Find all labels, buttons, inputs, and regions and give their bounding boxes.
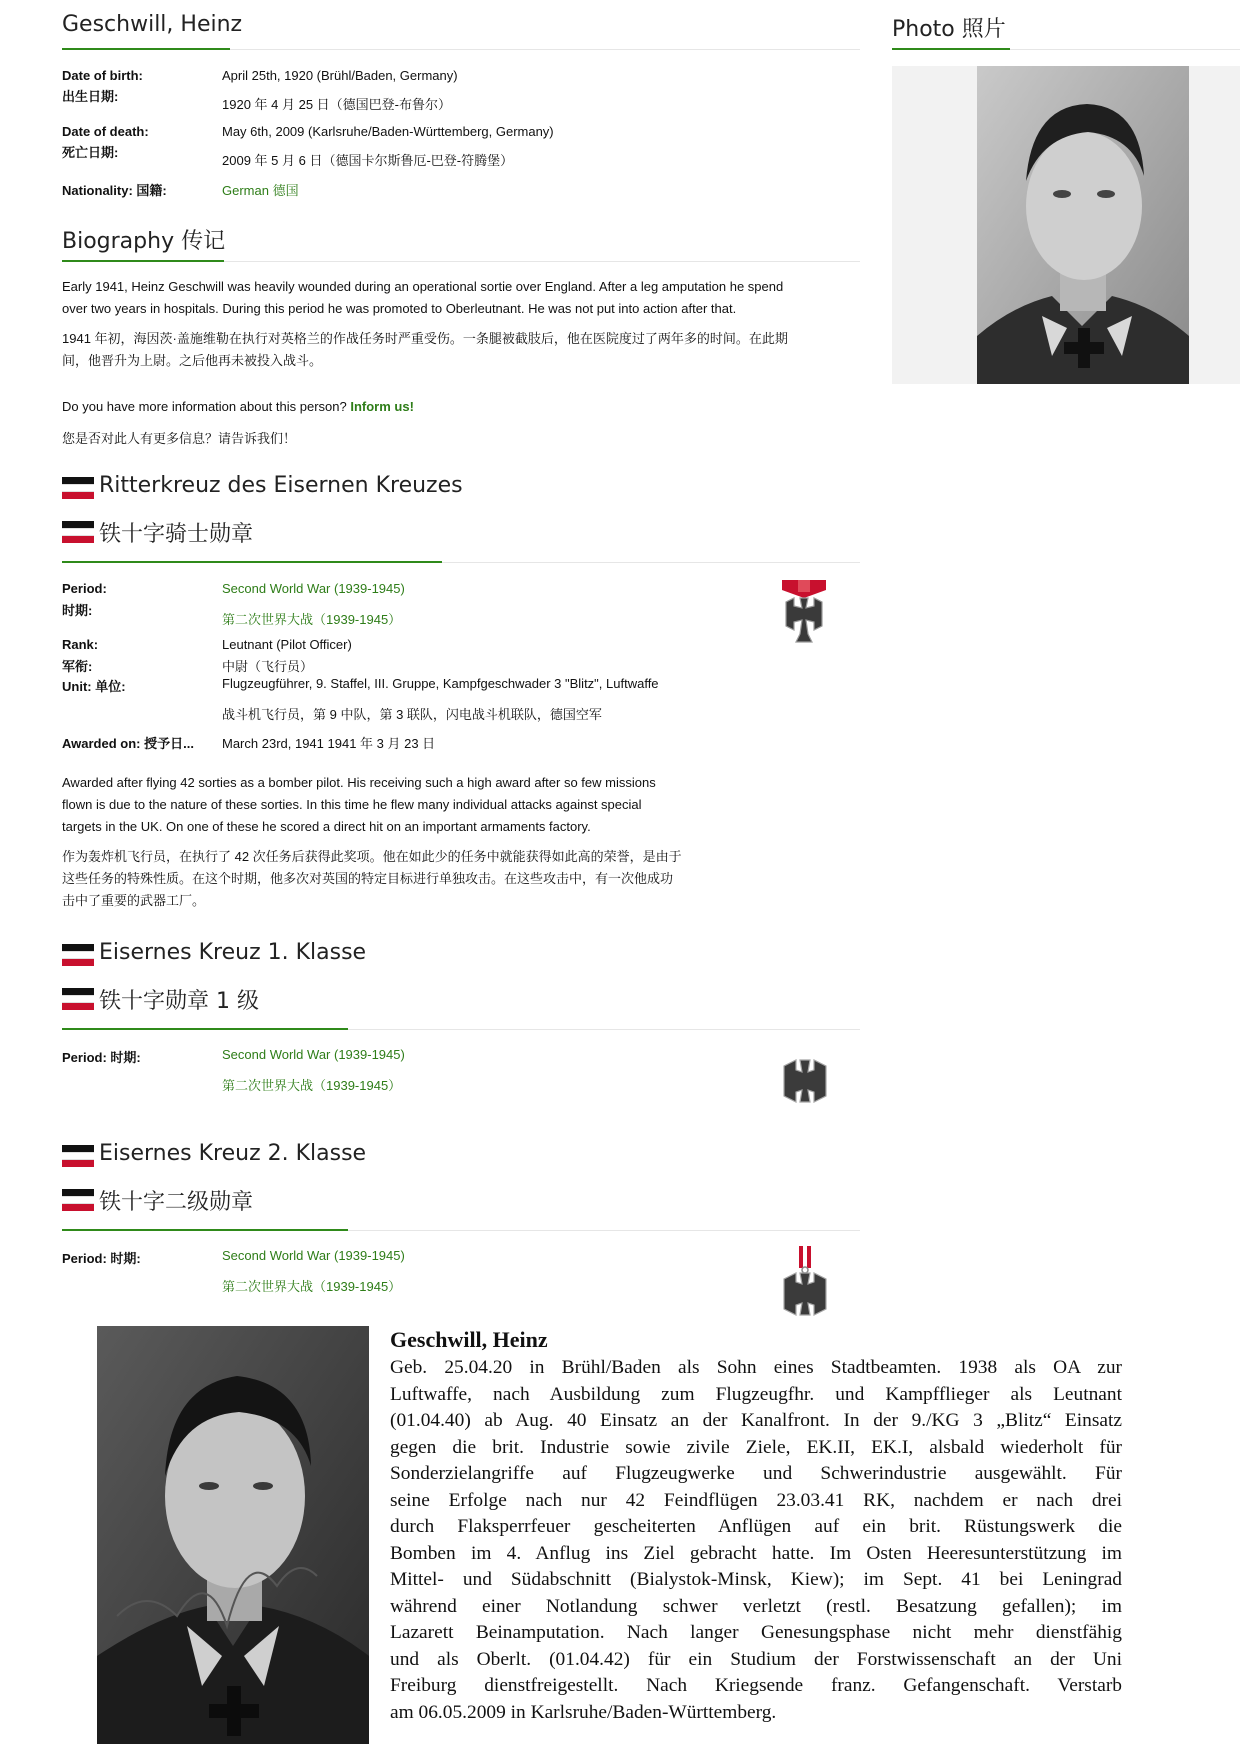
heading-underline	[62, 1028, 348, 1030]
period-value-en[interactable]: Second World War (1939-1945)	[222, 1248, 405, 1263]
biography-text-zh	[62, 328, 862, 372]
biography-title: Biography 传记	[62, 229, 226, 254]
birth-label-zh: 出生日期:	[62, 89, 119, 104]
period-value-zh[interactable]: 第二次世界大战（1939-1945）	[222, 1279, 402, 1294]
heading-underline	[62, 1229, 348, 1231]
period-value-zh[interactable]: 第二次世界大战（1939-1945）	[222, 1078, 402, 1093]
death-value-en: May 6th, 2009 (Karlsruhe/Baden-Württemberg, Germany)	[222, 124, 554, 139]
excerpt-line: gegen die brit. Industrie sowie zivile Ziele, EK.II, EK.I, alsbald wiederholt für	[390, 1436, 1122, 1458]
period-value-en[interactable]: Second World War (1939-1945)	[222, 1047, 405, 1062]
birth-value-zh: 1920 年 4 月 25 日（德国巴登-布鲁尔）	[222, 97, 451, 112]
biography-en-line: Early 1941, Heinz Geschwill was heavily wounded during an operational sortie over England. After a leg amputation he spend	[62, 279, 784, 294]
death-label-zh: 死亡日期:	[62, 145, 119, 160]
period-value-zh[interactable]: 第二次世界大战（1939-1945）	[222, 612, 402, 627]
signed-portrait-photo	[97, 1326, 369, 1744]
flag-icon	[62, 1145, 94, 1167]
heading-underline	[62, 561, 442, 563]
death-label-en: Date of death:	[62, 124, 149, 139]
biography-en-line: over two years in hospitals. During this period he was promoted to Oberleutnant. He was not put into action after that.	[62, 301, 737, 316]
awarded-value: March 23rd, 1941 1941 年 3 月 23 日	[222, 736, 436, 751]
excerpt-line: während einer Notlandung schwer verletzt (restl. Besatzung gefallen); im	[390, 1595, 1122, 1617]
award-desc-line: flown is due to the nature of these sorties. In this time he flew many individual attacks against special	[62, 797, 642, 812]
more-info-prompt	[62, 399, 414, 414]
flag-icon	[62, 521, 94, 543]
death-value-zh: 2009 年 5 月 6 日（德国卡尔斯鲁厄-巴登-符腾堡）	[222, 153, 514, 168]
excerpt-line: Luftwaffe, nach Ausbildung zum Flugzeugfhr. und Kampfflieger als Leutnant	[390, 1383, 1122, 1405]
biography-zh-line: 1941 年初，海因茨·盖施维勒在执行对英格兰的作战任务时严重受伤。一条腿被截肢后，他在医院度过了两年多的时间。在此期	[62, 331, 788, 346]
award-title-de: Eisernes Kreuz 1. Klasse	[99, 940, 367, 965]
award-title-zh: 铁十字勋章 1 级	[99, 989, 259, 1014]
more-info-zh[interactable]: 您是否对此人有更多信息？请告诉我们！	[62, 431, 297, 446]
excerpt-line: durch Flaksperrfeuer gescheiterten Anflügen auf ein brit. Rüstungswerk die	[390, 1516, 1122, 1537]
award-description-en	[62, 772, 762, 838]
biography-text-en	[62, 276, 862, 320]
birth-label-en: Date of birth:	[62, 68, 143, 83]
rank-value-zh: 中尉（飞行员）	[222, 659, 314, 674]
rank-label-zh: 军衔:	[62, 659, 93, 674]
photo-panel-title: Photo 照片	[892, 17, 1006, 42]
biography-zh-line: 间，他晋升为上尉。之后他再未被投入战斗。	[62, 353, 323, 368]
award-description-zh	[62, 846, 762, 912]
award-desc-line: Awarded after flying 42 sorties as a bomber pilot. His receiving such a high award after so few missions	[62, 775, 656, 790]
flag-icon	[62, 988, 94, 1010]
nationality-label: Nationality: 国籍:	[62, 183, 167, 198]
award-desc-line: 这些任务的特殊性质。在这个时期，他多次对英国的特定目标进行单独攻击。在这些攻击中，有一次他成功	[62, 871, 674, 886]
unit-value-zh: 战斗机飞行员，第 9 中队，第 3 联队，闪电战斗机联队，德国空军	[222, 707, 602, 722]
excerpt-line: Bomben im 4. Anflug ins Ziel gebracht hatte. Im Osten Heeresunterstützung im	[390, 1542, 1122, 1564]
flag-icon	[62, 944, 94, 966]
unit-label: Unit: 单位:	[62, 679, 126, 694]
flag-icon	[62, 1189, 94, 1211]
award-desc-line: 击中了重要的武器工厂。	[62, 893, 206, 908]
rank-label-en: Rank:	[62, 637, 99, 652]
heading-underline	[62, 260, 224, 262]
excerpt-line: Lazarett Beinamputation. Nach langer Genesungsphase nicht mehr dienstfähig	[390, 1622, 1122, 1643]
period-label-zh: 时期:	[62, 603, 93, 618]
award-desc-line: 作为轰炸机飞行员，在执行了 42 次任务后获得此奖项。他在如此少的任务中就能获得如此高的荣誉，是由于	[62, 849, 682, 864]
excerpt-line: Mittel- und Südabschnitt (Bialystok-Minsk, Kiew); im Sept. 41 bei Leningrad	[390, 1569, 1122, 1590]
portrait-photo	[892, 66, 1240, 384]
award-desc-line: targets in the UK. On one of these he scored a direct hit on an important armaments factory.	[62, 819, 591, 834]
excerpt-line: (01.04.40) ab Aug. 40 Einsatz an der Kanalfront. In der 9./KG 3 „Blitz“ Einsatz	[390, 1410, 1122, 1431]
heading-underline	[62, 48, 230, 50]
excerpt-body	[390, 1355, 1122, 1726]
iron-cross-ribbon-medal-icon	[780, 1246, 830, 1318]
excerpt-line: Geb. 25.04.20 in Brühl/Baden als Sohn eines Stadtbeamten. 1938 als OA zur	[390, 1357, 1122, 1378]
award-title-de: Ritterkreuz des Eisernen Kreuzes	[99, 473, 463, 498]
period-label: Period: 时期:	[62, 1050, 141, 1065]
birth-value-en: April 25th, 1920 (Brühl/Baden, Germany)	[222, 68, 458, 83]
unit-value-en: Flugzeugführer, 9. Staffel, III. Gruppe, Kampfgeschwader 3 "Blitz", Luftwaffe	[222, 676, 659, 691]
portrait-photo-frame	[892, 66, 1240, 384]
period-label: Period: 时期:	[62, 1251, 141, 1266]
excerpt-line: seine Erfolge nach nur 42 Feindflügen 23.03.41 RK, nachdem er nach drei	[390, 1489, 1122, 1511]
more-info-question: Do you have more information about this person?	[62, 399, 347, 414]
awarded-label: Awarded on: 授予日...	[62, 736, 194, 751]
period-value-en[interactable]: Second World War (1939-1945)	[222, 581, 405, 596]
excerpt-line: und als Oberlt. (01.04.42) für ein Studium der Forstwissenschaft an der Uni	[390, 1648, 1122, 1670]
rank-value-en: Leutnant (Pilot Officer)	[222, 637, 352, 652]
excerpt-line: Freiburg dienstfreigestellt. Nach Kriegsende franz. Gefangenschaft. Verstarb	[390, 1675, 1122, 1696]
award-title-zh: 铁十字二级勋章	[99, 1190, 254, 1215]
nationality-value[interactable]: German 德国	[222, 183, 299, 198]
excerpt-title: Geschwill, Heinz	[390, 1327, 548, 1352]
person-name-heading: Geschwill, Heinz	[62, 12, 243, 37]
award-title-de: Eisernes Kreuz 2. Klasse	[99, 1141, 367, 1166]
period-label-en: Period:	[62, 581, 107, 596]
knights-cross-medal-icon	[776, 576, 832, 646]
iron-cross-icon	[782, 1058, 828, 1104]
excerpt-line: am 06.05.2009 in Karlsruhe/Baden-Württemberg.	[390, 1701, 777, 1723]
flag-icon	[62, 477, 94, 499]
award-title-zh: 铁十字骑士勋章	[99, 522, 254, 547]
inform-us-link[interactable]: Inform us!	[350, 399, 414, 414]
heading-underline	[892, 48, 1010, 50]
excerpt-line: Sonderzielangriffe auf Flugzeugwerke und Schwerindustrie ausgewählt. Für	[390, 1463, 1122, 1484]
